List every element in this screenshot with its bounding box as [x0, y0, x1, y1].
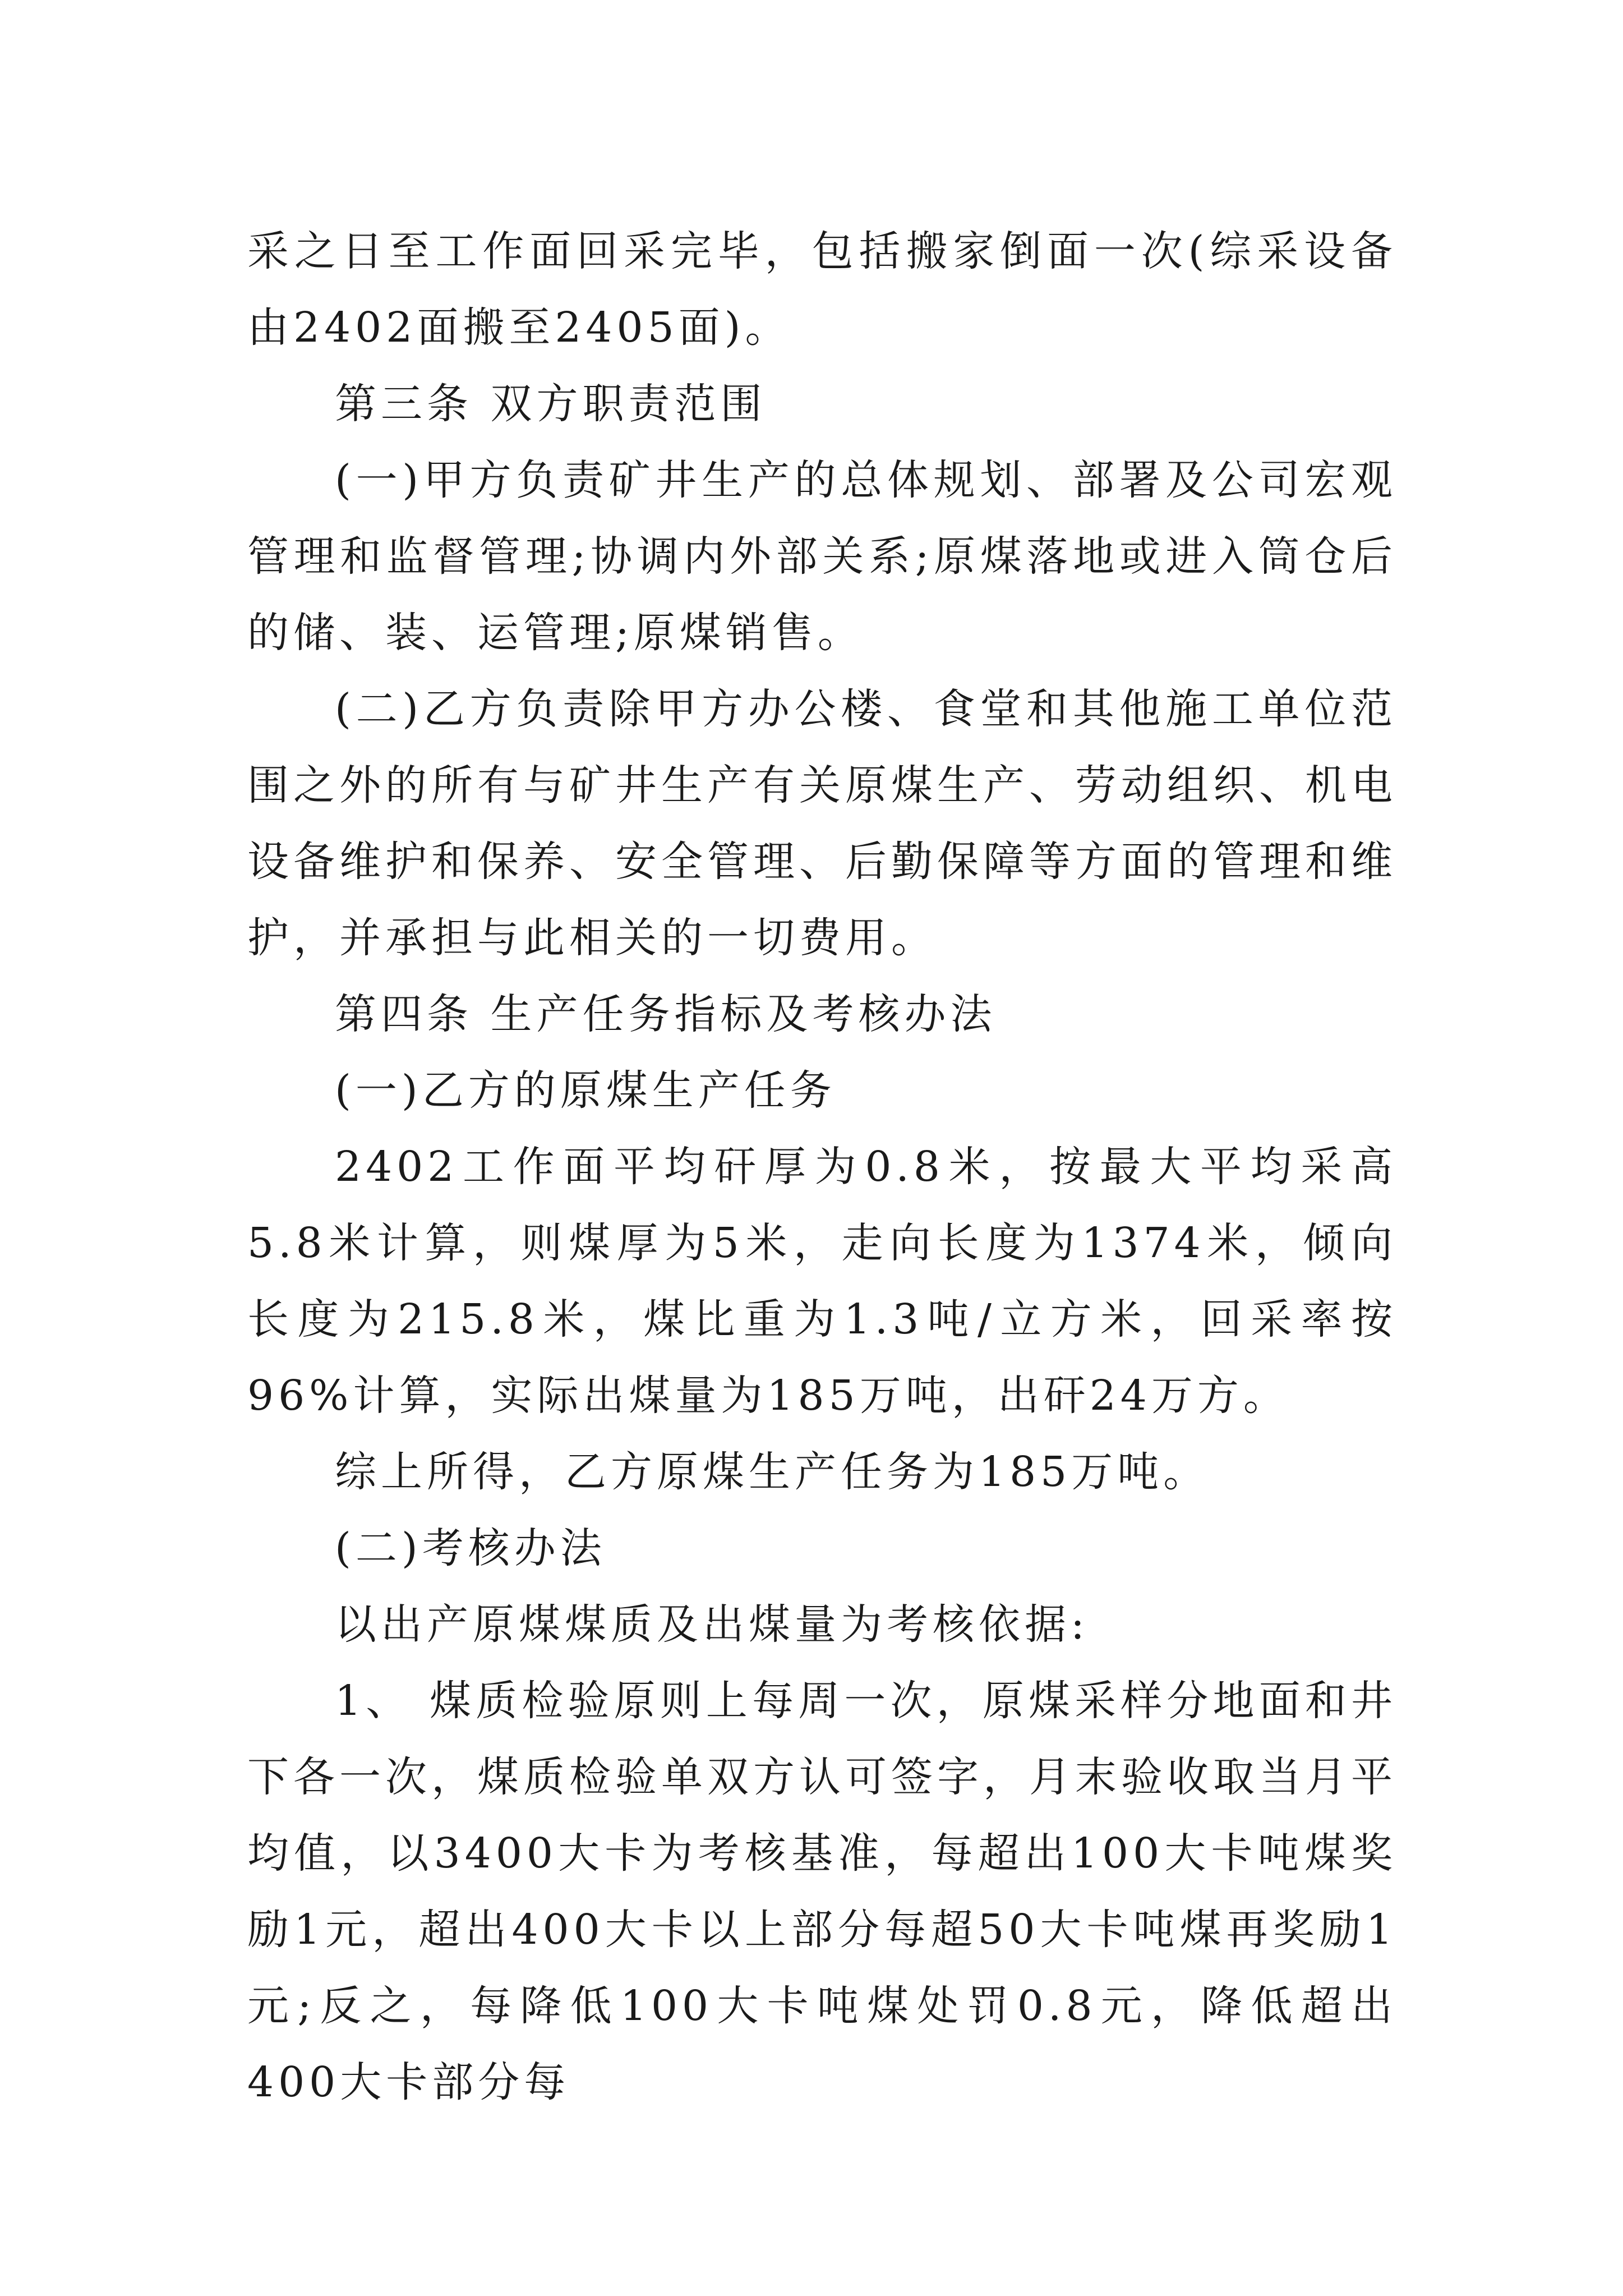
- paragraph: 以出产原煤煤质及出煤量为考核依据:: [335, 1600, 1089, 1649]
- section-heading: 第四条 生产任务指标及考核办法: [335, 990, 997, 1038]
- subsection-heading: (二)考核办法: [335, 1524, 606, 1572]
- paragraph: 采之日至工作面回采完毕，包括搬家倒面一次(综采设备由2402面搬至2405面)。: [247, 227, 1397, 352]
- section-heading: 第三条 双方职责范围: [335, 380, 767, 428]
- paragraph: (二)乙方负责除甲方办公楼、食堂和其他施工单位范围之外的所有与矿井生产有关原煤生产、劳动组织、机电设备维护和保养、安全管理、后勤保障等方面的管理和维护，并承担与此相关的一切费用。: [247, 685, 1397, 962]
- paragraph: (一)甲方负责矿井生产的总体规划、部署及公司宏观管理和监督管理;协调内外部关系;原煤落地或进入筒仓后的储、装、运管理;原煤销售。: [247, 456, 1397, 657]
- paragraph: 1、 煤质检验原则上每周一次，原煤采样分地面和井下各一次，煤质检验单双方认可签字，月末验收取当月平均值，以3400大卡为考核基准，每超出100大卡吨煤奖励1元，超出400大卡以上部分每超50大卡吨煤再奖励1元;反之，每降低100大卡吨煤处罚0.8元，降低超出400大卡部分每: [247, 1677, 1397, 2106]
- subsection-heading: (一)乙方的原煤生产任务: [335, 1066, 836, 1115]
- paragraph: 2402工作面平均矸厚为0.8米，按最大平均采高5.8米计算，则煤厚为5米，走向长度为1374米，倾向长度为215.8米，煤比重为1.3吨/立方米，回采率按96%计算，实际出煤量为185万吨，出矸24万方。: [247, 1143, 1397, 1420]
- document-body: [247, 213, 1397, 2120]
- paragraph: 综上所得，乙方原煤生产任务为185万吨。: [335, 1448, 1210, 1496]
